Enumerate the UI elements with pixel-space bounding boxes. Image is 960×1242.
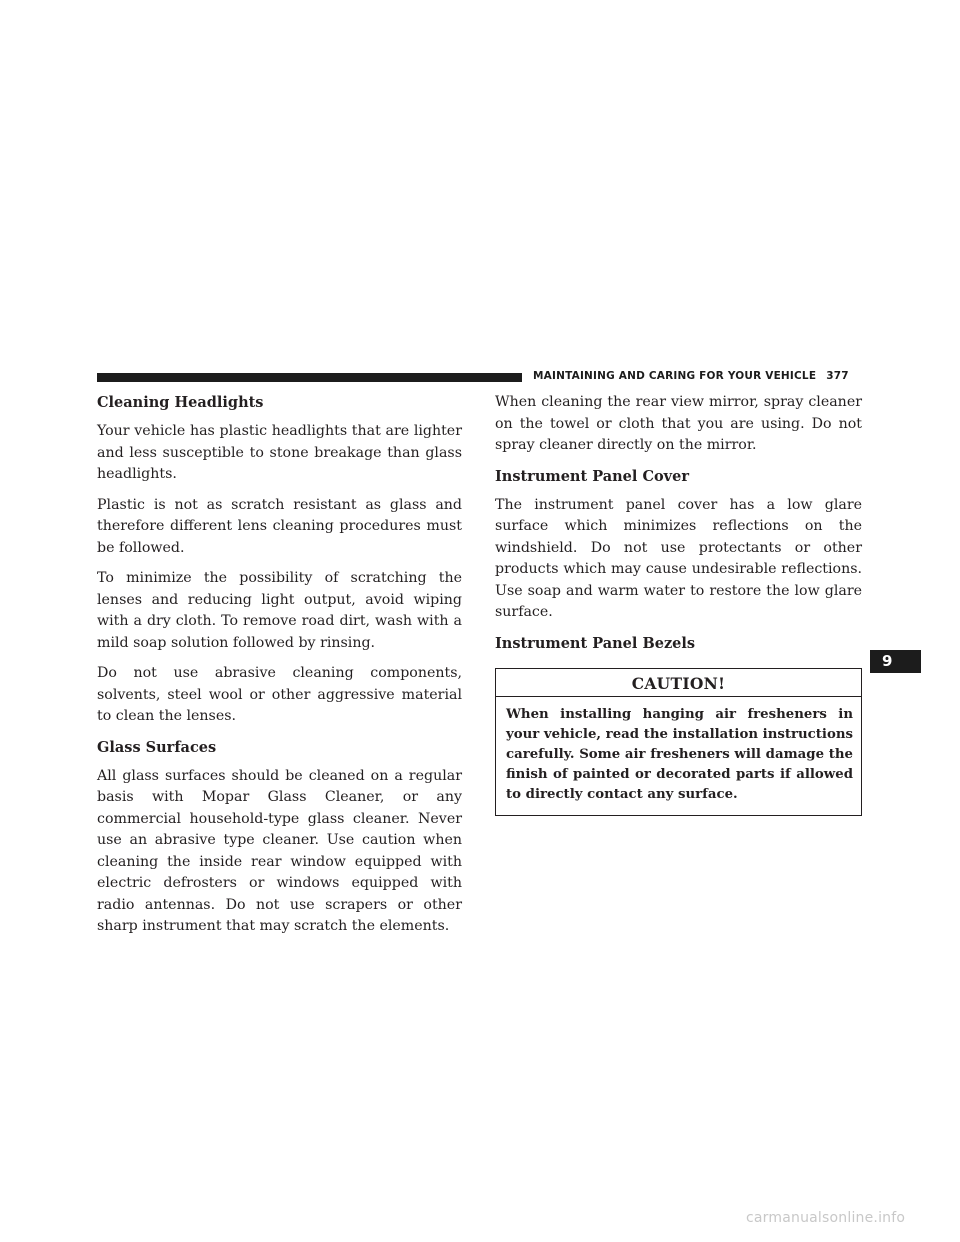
headlights-paragraph-4: Do not use abrasive cleaning components, solvents, steel wool or other aggressive material to clean the lenses. [97,665,462,724]
headlights-paragraph-3: To minimize the possibility of scratching the lenses and reducing light output, avoid wiping with a dry cloth. To remove road dirt, wash with a mild soap solution followed by rinsing. [97,570,462,651]
running-header [533,366,863,386]
chapter-tab: 9 [870,650,921,673]
headlights-paragraph-2: Plastic is not as scratch resistant as glass and therefore different lens cleaning procedures must be followed. [97,496,462,556]
watermark: carmanualsonline.info [746,1210,906,1226]
glass-paragraph-1: All glass surfaces should be cleaned on a regular basis with Mopar Glass Cleaner, or any commercial household-type glass cleaner. Never use an abrasive type cleaner. Use caution when cleaning the inside rear window equipped with electric defrosters or windows equipped with radio antennas. Do not use scrapers or other sharp instrument that may scratch the elements. [97,767,462,934]
right-column [495,392,862,816]
section-title: MAINTAINING AND CARING FOR YOUR VEHICLE [533,370,817,382]
caution-title: CAUTION! [496,669,861,697]
header-rule [97,373,522,382]
caution-box [495,668,862,816]
panel-cover-paragraph: The instrument panel cover has a low glare surface which minimizes reflections on the windshield. Do not use protectants or other products which may cause undesirable reflections. Use soap and warm water to restore the low glare surface. [495,496,862,620]
panel-bezels-heading: Instrument Panel Bezels [495,634,696,652]
panel-cover-heading: Instrument Panel Cover [495,467,689,485]
glass-heading: Glass Surfaces [97,738,217,756]
headlights-heading: Cleaning Headlights [97,394,264,411]
caution-body: When installing hanging air fresheners in your vehicle, read the installation instructions carefully. Some air fresheners will damage the finish of painted or decorated parts if allowed to directly contact any surface. [506,706,853,802]
left-column [97,392,462,947]
headlights-paragraph-1: Your vehicle has plastic headlights that are lighter and less susceptible to stone breakage than glass headlights. [97,423,462,482]
page-number: 377 [826,370,849,382]
mirror-paragraph: When cleaning the rear view mirror, spray cleaner on the towel or cloth that you are using. Do not spray cleaner directly on the mirror. [495,394,862,453]
